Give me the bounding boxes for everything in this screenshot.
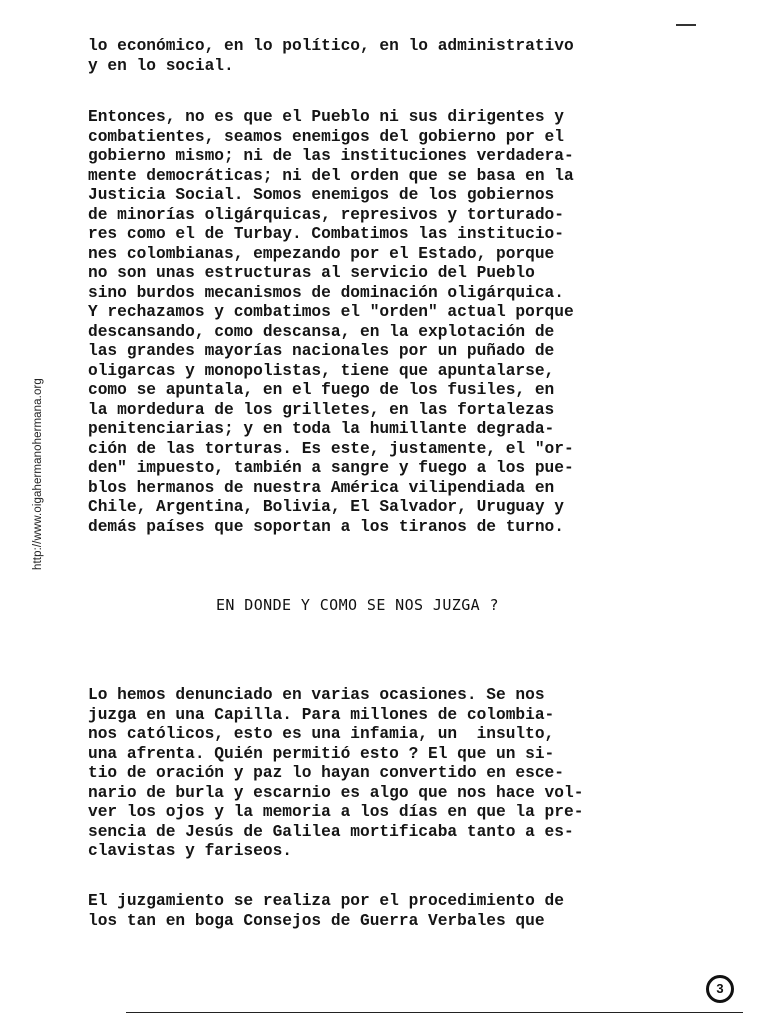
- text-line: nes colombianas, empezando por el Estado, porque: [88, 244, 555, 263]
- text-line: gobierno mismo; ni de las instituciones verdadera-: [88, 147, 574, 165]
- text-line: y en lo social.: [88, 56, 234, 75]
- text-line: Lo hemos denunciado en varias ocasiones. Se nos: [88, 686, 545, 704]
- bottom-rule: [126, 1012, 743, 1013]
- text-line: Y rechazamos y combatimos el "orden" actual porque: [88, 303, 574, 321]
- text-line: demás países que soportan a los tiranos de turno.: [88, 517, 564, 536]
- text-line: ción de las torturas. Es este, justamente, el "or-: [88, 439, 574, 458]
- text-line: sino burdos mecanismos de dominación oligárquica.: [88, 283, 564, 302]
- section-heading: EN DONDE Y COMO SE NOS JUZGA ?: [216, 596, 499, 614]
- paragraph-2: [88, 108, 688, 537]
- text-line: ver los ojos y la memoria a los días en que la pre-: [88, 803, 584, 821]
- text-line: juzga en una Capilla. Para millones de colombia-: [88, 705, 555, 724]
- text-line: de minorías oligárquicas, represivos y torturado-: [88, 205, 564, 224]
- paragraph-1: [88, 37, 688, 76]
- text-line: como se apuntala, en el fuego de los fusiles, en: [88, 381, 555, 399]
- text-line: no son unas estructuras al servicio del Pueblo: [88, 264, 535, 282]
- text-line: las grandes mayorías nacionales por un puñado de: [88, 342, 555, 360]
- text-line: res como el de Turbay. Combatimos las institucio-: [88, 225, 564, 243]
- top-dash-mark: [676, 24, 696, 26]
- text-line: penitenciarias; y en toda la humillante degrada-: [88, 420, 555, 438]
- text-line: nario de burla y escarnio es algo que nos hace vol-: [88, 783, 584, 802]
- text-line: den" impuesto, también a sangre y fuego a los pue-: [88, 459, 574, 477]
- text-line: lo económico, en lo político, en lo administrativo: [88, 37, 574, 55]
- text-line: Chile, Argentina, Bolivia, El Salvador, Uruguay y: [88, 498, 564, 516]
- text-line: una afrenta. Quién permitió esto ? El que un si-: [88, 744, 555, 763]
- text-line: combatientes, seamos enemigos del gobierno por el: [88, 127, 564, 146]
- text-line: oligarcas y monopolistas, tiene que apuntalarse,: [88, 361, 555, 380]
- text-line: descansando, como descansa, en la explotación de: [88, 322, 555, 341]
- text-line: nos católicos, esto es una infamia, un insulto,: [88, 725, 555, 743]
- text-line: El juzgamiento se realiza por el procedimiento de: [88, 892, 564, 910]
- page-number-badge: 3: [706, 975, 734, 1003]
- text-line: tio de oración y paz lo hayan convertido en esce-: [88, 764, 564, 782]
- text-line: Justicia Social. Somos enemigos de los gobiernos: [88, 186, 555, 204]
- text-line: Entonces, no es que el Pueblo ni sus dirigentes y: [88, 108, 564, 126]
- text-line: clavistas y fariseos.: [88, 842, 292, 860]
- paragraph-4: [88, 892, 688, 931]
- text-line: la mordedura de los grilletes, en las fortalezas: [88, 400, 555, 419]
- text-line: mente democráticas; ni del orden que se basa en la: [88, 166, 574, 185]
- side-url: http://www.oigahermanohermana.org: [32, 378, 44, 570]
- text-line: sencia de Jesús de Galilea mortificaba tanto a es-: [88, 822, 574, 841]
- paragraph-3: [88, 686, 688, 862]
- text-line: blos hermanos de nuestra América vilipendiada en: [88, 478, 555, 497]
- text-line: los tan en boga Consejos de Guerra Verbales que: [88, 911, 545, 930]
